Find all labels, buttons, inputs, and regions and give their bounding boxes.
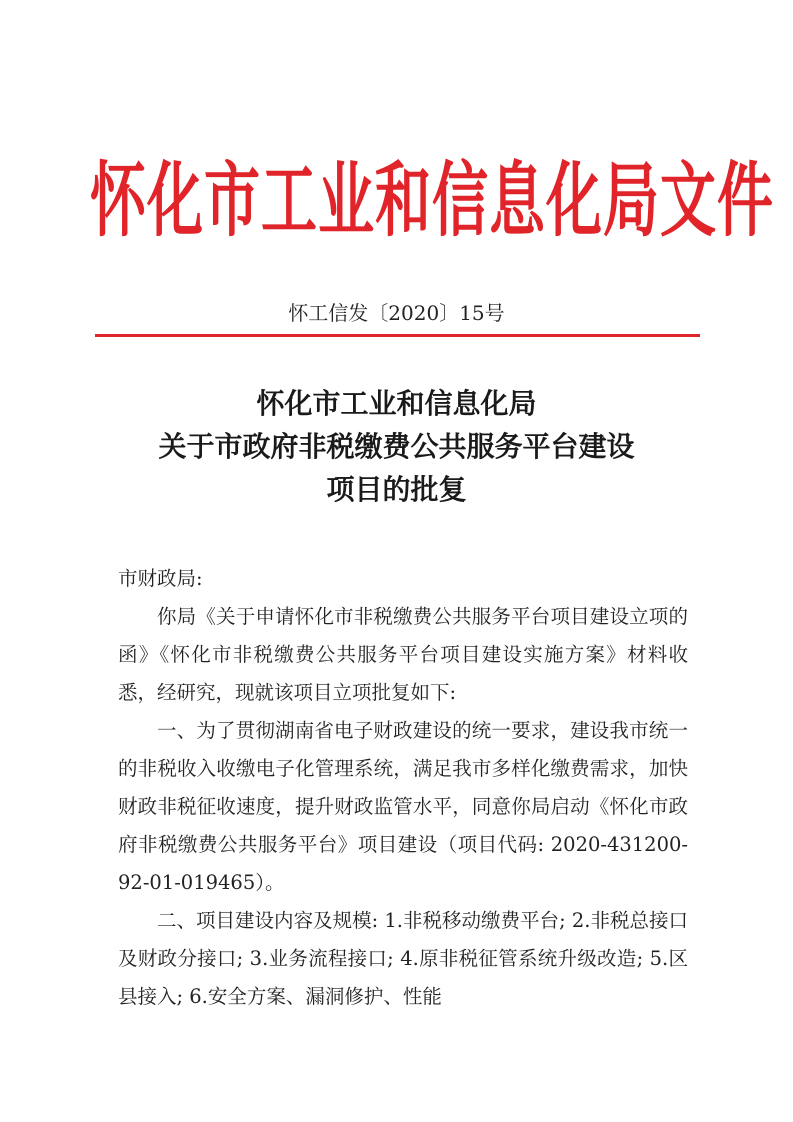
addressee: 市财政局: <box>118 567 203 590</box>
body-paragraph-3: 二、项目建设内容及规模: 1.非税移动缴费平台; 2.非税总接口及财政分接口; 3.业务流程接口; 4.原非税征管系统升级改造; 5.区县接入; 6.安全方案、漏洞修护、性能 <box>118 909 688 1008</box>
body-paragraph-2: 一、为了贯彻湖南省电子财政建设的统一要求，建设我市统一的非税收入收缴电子化管理系统，满足我市多样化缴费需求，加快财政非税征收速度，提升财政监管水平，同意你局启动《怀化市政府非税缴费公共服务平台》项目建设（项目代码: 2020-431200-92-01-019465）。 <box>118 719 688 894</box>
title-line-3: 项目的批复 <box>326 473 467 506</box>
title-line-1: 怀化市工业和信息化局 <box>256 387 537 420</box>
document-number: 怀工信发〔2020〕15号 <box>288 301 505 325</box>
red-divider-line <box>95 334 700 337</box>
title-line-2: 关于市政府非税缴费公共服务平台建设 <box>158 430 635 463</box>
body-paragraph-1: 你局《关于申请怀化市非税缴费公共服务平台项目建设立项的函》《怀化市非税缴费公共服务平台项目建设实施方案》材料收悉，经研究，现就该项目立项批复如下: <box>118 605 688 704</box>
document-body <box>118 560 688 1016</box>
document-masthead: 怀化市工业和信息化局文件 <box>90 154 774 249</box>
document-title <box>0 382 793 511</box>
